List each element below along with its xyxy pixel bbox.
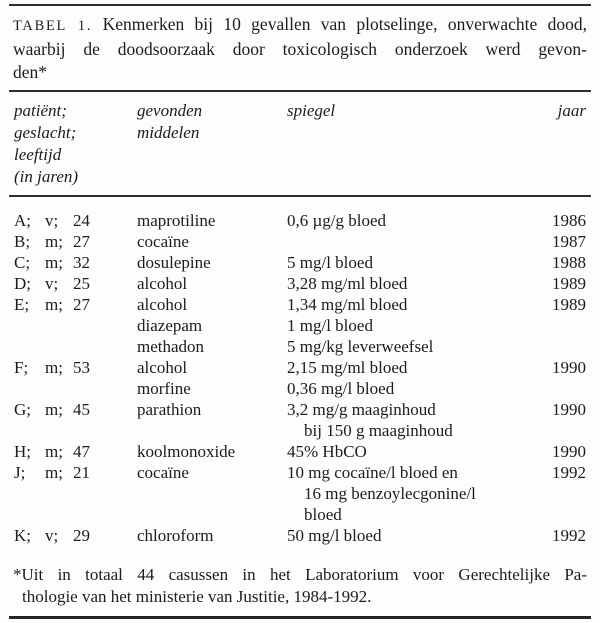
patient-cell xyxy=(14,525,137,546)
middelen-cell xyxy=(137,462,287,525)
header-patient-line: geslacht; xyxy=(14,123,77,142)
patient-age: 21 xyxy=(73,463,90,482)
middelen-line: morfine xyxy=(137,379,191,398)
middelen-line: alcohol xyxy=(137,274,188,293)
header-spiegel: spiegel xyxy=(287,101,336,120)
spiegel-cell xyxy=(287,441,517,462)
spiegel-line: 0,6 µg/g bloed xyxy=(287,211,387,230)
footnote-line-2: thologie van het ministerie van Justitie, 1984-1992. xyxy=(22,587,372,606)
table-row xyxy=(14,210,586,231)
header-patient-line: (in jaren) xyxy=(14,167,79,186)
patient-id: J; xyxy=(14,463,26,482)
patient-sex: m; xyxy=(45,358,63,377)
patient-id: E; xyxy=(14,295,30,314)
jaar-cell xyxy=(517,357,586,399)
patient-sex: v; xyxy=(45,211,59,230)
patient-id: F; xyxy=(14,358,29,377)
table-row xyxy=(14,294,586,357)
patient-sex: m; xyxy=(45,232,63,251)
spiegel-cell xyxy=(287,294,517,357)
top-rule xyxy=(9,4,591,6)
middelen-line: maprotiline xyxy=(137,211,216,230)
jaar-cell xyxy=(517,252,586,273)
header-middelen-line: gevonden xyxy=(137,101,203,120)
table-row xyxy=(14,252,586,273)
spiegel-line: 16 mg benzoylecgonine/l xyxy=(304,484,476,503)
jaar-value: 1990 xyxy=(552,400,586,419)
jaar-value: 1992 xyxy=(552,526,586,545)
header-patient-line: leeftijd xyxy=(14,145,62,164)
patient-sex: v; xyxy=(45,526,59,545)
spiegel-cell xyxy=(287,273,517,294)
middelen-line: diazepam xyxy=(137,316,203,335)
table-number-label: TABEL 1. xyxy=(13,18,93,34)
spiegel-line: bloed xyxy=(304,505,342,524)
spiegel-line: 45% HbCO xyxy=(287,442,367,461)
middelen-line: parathion xyxy=(137,400,202,419)
jaar-cell xyxy=(517,231,586,252)
jaar-value: 1990 xyxy=(552,442,586,461)
patient-sex: v; xyxy=(45,274,59,293)
patient-age: 53 xyxy=(73,358,90,377)
table-header-row xyxy=(14,92,586,195)
spiegel-line: 1 mg/l bloed xyxy=(287,316,373,335)
patient-sex: m; xyxy=(45,295,63,314)
spiegel-cell xyxy=(287,252,517,273)
spiegel-line: 2,15 mg/ml bloed xyxy=(287,358,408,377)
spiegel-line: 3,28 mg/ml bloed xyxy=(287,274,408,293)
jaar-value: 1986 xyxy=(552,211,586,230)
patient-id: B; xyxy=(14,232,31,251)
patient-age: 27 xyxy=(73,295,90,314)
middelen-line: cocaïne xyxy=(137,232,189,251)
spiegel-line: 5 mg/l bloed xyxy=(287,253,373,272)
patient-cell xyxy=(14,462,137,525)
patient-age: 24 xyxy=(73,211,90,230)
patient-id: H; xyxy=(14,442,31,461)
patient-cell xyxy=(14,441,137,462)
patient-cell xyxy=(14,294,137,357)
jaar-value: 1989 xyxy=(552,274,586,293)
patient-cell xyxy=(14,399,137,441)
middelen-line: dosulepine xyxy=(137,253,211,272)
middelen-cell xyxy=(137,441,287,462)
patient-age: 47 xyxy=(73,442,90,461)
patient-id: A; xyxy=(14,211,31,230)
middelen-cell xyxy=(137,273,287,294)
middelen-cell xyxy=(137,357,287,399)
middelen-line: methadon xyxy=(137,337,205,356)
table-row xyxy=(14,273,586,294)
patient-cell xyxy=(14,210,137,231)
spiegel-cell xyxy=(287,462,517,525)
spiegel-line: 0,36 mg/l bloed xyxy=(287,379,395,398)
patient-cell xyxy=(14,357,137,399)
patient-cell xyxy=(14,231,137,252)
bottom-rule xyxy=(9,616,591,619)
patient-id: G; xyxy=(14,400,31,419)
middelen-cell xyxy=(137,252,287,273)
footnote-line-1: *Uit in totaal 44 casussen in het Laboratorium voor Gerechtelijke Pa- xyxy=(13,565,587,584)
spiegel-line: 1,34 mg/ml bloed xyxy=(287,295,408,314)
patient-age: 45 xyxy=(73,400,90,419)
header-patient xyxy=(14,100,137,188)
jaar-value: 1992 xyxy=(552,463,586,482)
patient-age: 29 xyxy=(73,526,90,545)
table-row xyxy=(14,525,586,546)
table-caption xyxy=(13,13,587,84)
spiegel-line: 10 mg cocaïne/l bloed en xyxy=(287,463,458,482)
spiegel-cell xyxy=(287,399,517,441)
jaar-value: 1988 xyxy=(552,253,586,272)
table-row xyxy=(14,399,586,441)
caption-text: Kenmerken bij 10 gevallen van plotselinge, onverwachte dood, xyxy=(102,14,587,34)
patient-id: K; xyxy=(14,526,31,545)
spiegel-cell xyxy=(287,210,517,231)
spiegel-line: 50 mg/l bloed xyxy=(287,526,382,545)
middelen-cell xyxy=(137,231,287,252)
caption-line-3: den* xyxy=(13,62,48,82)
jaar-value: 1989 xyxy=(552,295,586,314)
middelen-cell xyxy=(137,210,287,231)
header-patient-line: patiënt; xyxy=(14,101,67,120)
jaar-cell xyxy=(517,462,586,525)
table-row xyxy=(14,441,586,462)
caption-line-2: waarbij de doodsoorzaak door toxicologisch onderzoek werd gevon- xyxy=(13,39,587,59)
middelen-line: alcohol xyxy=(137,358,188,377)
middelen-line: koolmonoxide xyxy=(137,442,236,461)
table-row xyxy=(14,231,586,252)
jaar-cell xyxy=(517,294,586,357)
patient-id: D; xyxy=(14,274,31,293)
header-middelen-line: middelen xyxy=(137,123,200,142)
jaar-value: 1990 xyxy=(552,358,586,377)
patient-sex: m; xyxy=(45,253,63,272)
spiegel-cell xyxy=(287,357,517,399)
middelen-cell xyxy=(137,525,287,546)
patient-age: 27 xyxy=(73,232,90,251)
header-middelen xyxy=(137,100,287,188)
middelen-cell xyxy=(137,399,287,441)
patient-cell xyxy=(14,273,137,294)
jaar-cell xyxy=(517,441,586,462)
table-footnote xyxy=(13,564,587,608)
jaar-value: 1987 xyxy=(552,232,586,251)
caption-line-1 xyxy=(13,13,587,38)
patient-age: 25 xyxy=(73,274,90,293)
jaar-cell xyxy=(517,525,586,546)
spiegel-cell xyxy=(287,231,517,252)
table-row xyxy=(14,357,586,399)
spiegel-line: 3,2 mg/g maaginhoud xyxy=(287,400,436,419)
patient-cell xyxy=(14,252,137,273)
table-body xyxy=(14,197,586,551)
spiegel-line: 5 mg/kg leverweefsel xyxy=(287,337,434,356)
spiegel-line: bij 150 g maaginhoud xyxy=(304,421,453,440)
header-jaar: jaar xyxy=(557,101,586,120)
middelen-line: chloroform xyxy=(137,526,214,545)
table-row xyxy=(14,462,586,525)
jaar-cell xyxy=(517,273,586,294)
patient-sex: m; xyxy=(45,400,63,419)
spiegel-cell xyxy=(287,525,517,546)
patient-sex: m; xyxy=(45,463,63,482)
patient-sex: m; xyxy=(45,442,63,461)
patient-age: 32 xyxy=(73,253,90,272)
jaar-cell xyxy=(517,210,586,231)
middelen-cell xyxy=(137,294,287,357)
patient-id: C; xyxy=(14,253,31,272)
jaar-cell xyxy=(517,399,586,441)
middelen-line: alcohol xyxy=(137,295,188,314)
middelen-line: cocaïne xyxy=(137,463,189,482)
